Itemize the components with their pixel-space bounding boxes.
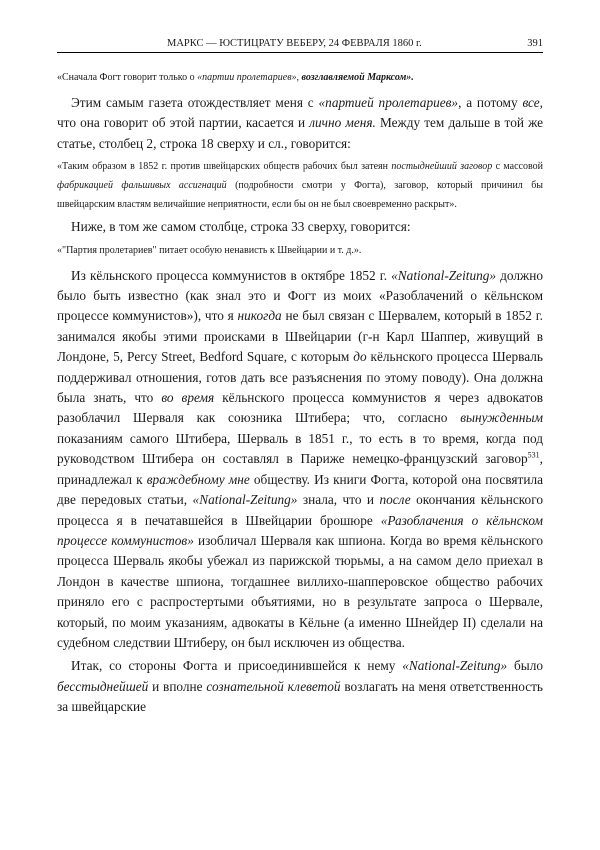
quote-2: «Таким образом в 1852 г. против швейцарских обществ рабочих был затеян постыднейший заговор с массовой фабрикацией фальшивых ассигнаций (подробности смотри у Фогта), заговор, который причинил бы швейцарским властям величайшие неприятности, если бы он не был своевременно раскрыт». xyxy=(57,161,543,211)
quote-3: «"Партия пролетариев" питает особую ненависть к Швейцарии и т. д.». xyxy=(57,244,362,256)
paragraph-4: Из кёльнского процесса коммунистов в октябре 1852 г. «National-Zeitung» должно было быть известно (как знал это и Фогт из моих «Разоблачений о кёльнском процессе коммунистов»), что я никогда не был связан с Шервалем, который в 1852 г. занимался якобы этими происками в Швейцарии (г-н Карл Шаппер, живущий в Лондоне, 5, Percy Street, Bedford Square, с которым до кёльнского процесса Шерваль поддерживал отношения, готов дать все разъяснения по этому поводу). Она должна была знать, что во время кёльнского процесса коммунистов я через адвокатов разоблачил Шерваля как союзника Штибера; что, согласно вынужденным показаниям самого Штибера, Шерваль в 1851 г., то есть в то время, когда под руководством Штибера он составлял в Париже немецко-французский заговор$^{531}$, принадлежал к враждебному мне обществу. Из книги Фогта, которой она посвятила две передовых статьи, «National-Zeitung» знала, что и после окончания кёльнского процесса я в печатавшейся в Швейцарии брошюре «Разоблачения о кёльнском процессе коммунистов» изобличал Шерваля как шпиона. Когда во время кёльнского процесса Шерваль якобы убежал из парижской тюрьмы, а на самом дело приехал в Лондон в качестве шпиона, тогдашнее виллихо-шапперовское общество рабочих приняло его с распростертыми объятиями, но в результате запроса о Шервале, который, по моим указаниям, адвокаты в Кёльне (а именно Шнейдер II) сделали на судебном следствии Штиберу, он был исключен из общества. xyxy=(57,267,544,650)
page-body xyxy=(57,68,543,718)
paragraph-3: Ниже, в том же самом столбце, строка 33 сверху, говорится: xyxy=(71,219,411,235)
paragraph-5: Итак, со стороны Фогта и присоединившейся к нему «National-Zeitung» было бесстыднейшей и вполне сознательной клеветой возлагать на меня ответственность за швейцарские xyxy=(57,658,544,715)
footnote-ref: 531 xyxy=(527,450,540,460)
page-number: 391 xyxy=(527,38,543,49)
quote-1: «Сначала Фогт говорит только о «партии пролетариев», возглавляемой Марксом». xyxy=(57,72,414,83)
running-header xyxy=(57,34,543,53)
paragraph-2: Этим самым газета отождествляет меня с «партией пролетариев», а потому все, что она говорит об этой партии, касается и лично меня. Между тем дальше в той же статье, столбец 2, строка 18 сверху и сл., говорится: xyxy=(57,95,543,151)
header-title: МАРКС — ЮСТИЦРАТУ ВЕБЕРУ, 24 ФЕВРАЛЯ 1860 г. xyxy=(167,38,422,49)
